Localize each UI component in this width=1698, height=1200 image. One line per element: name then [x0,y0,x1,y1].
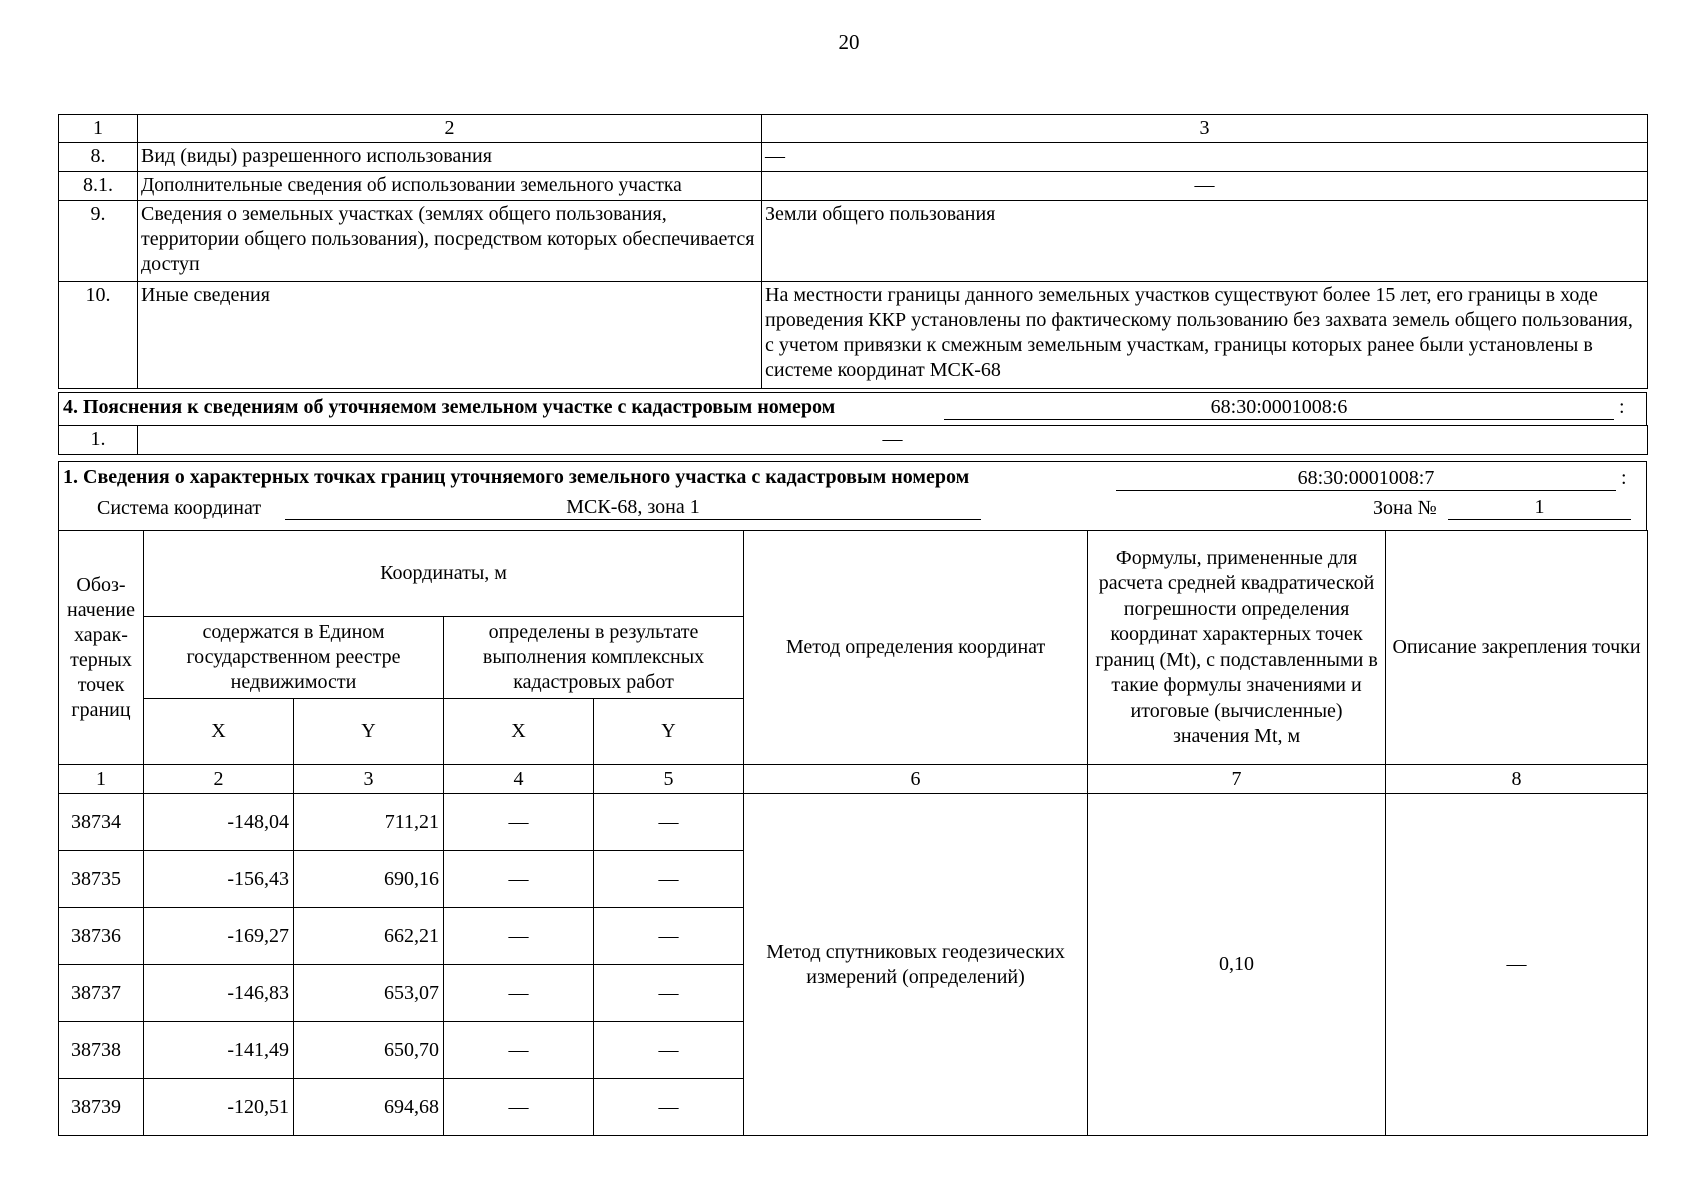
parcel-attributes-table [58,114,1648,389]
egrn-x: -156,43 [144,851,294,908]
egrn-y: 690,16 [294,851,444,908]
section1-header [58,461,1647,531]
row-label: Сведения о земельных участках (землях общего пользования, территории общего пользования), посредством которых обеспечивается доступ [138,201,762,282]
x-header: X [444,699,594,765]
row-value: На местности границы данного земельных участков существуют более 15 лет, его границы в ходе проведения ККР установлены по фактическому пользованию без захвата земель общего пользования, с учетом привязки к смежным земельным участкам, границы которых ранее были установлены в системе координат МСК-68 [762,282,1648,389]
section1-colon: : [1621,467,1627,489]
zone-value: 1 [1448,495,1631,520]
section4-title: 4. Пояснения к сведениям об уточняемом земельном участке с кадастровым номером [63,396,836,418]
row-value: — [138,426,1648,455]
row-number: 8. [59,143,138,172]
kkr-x: — [444,908,594,965]
col-number: 8 [1386,765,1648,794]
row-number: 8.1. [59,172,138,201]
table-row [59,426,1648,455]
col-header-3: 3 [762,115,1648,143]
method-value: Метод спутниковых геодезических измерений (определений) [744,794,1088,1136]
zone-label: Зона № [1373,497,1437,519]
description-header: Описание закрепления точки [1386,531,1648,765]
coordinates-header: Координаты, м [144,531,744,617]
section1-title: 1. Сведения о характерных точках границ уточняемого земельного участка с кадастровым номером [63,466,970,488]
col-number: 5 [594,765,744,794]
section4-colon: : [1619,396,1625,418]
kkr-y: — [594,851,744,908]
y-header: Y [594,699,744,765]
table-row [59,794,1648,851]
egrn-x: -141,49 [144,1022,294,1079]
kkr-x: — [444,1079,594,1136]
egrn-x: -146,83 [144,965,294,1022]
row-label: Вид (виды) разрешенного использования [138,143,762,172]
point-id: 38735 [59,851,144,908]
kkr-x: — [444,794,594,851]
point-id: 38739 [59,1079,144,1136]
col-number: 7 [1088,765,1386,794]
kkr-y: — [594,1079,744,1136]
egrn-y: 653,07 [294,965,444,1022]
col-number: 4 [444,765,594,794]
y-header: Y [294,699,444,765]
kkr-y: — [594,908,744,965]
col-number: 1 [59,765,144,794]
method-header: Метод определения координат [744,531,1088,765]
kkr-x: — [444,965,594,1022]
row-label: Дополнительные сведения об использовании земельного участка [138,172,762,201]
mt-value: 0,10 [1088,794,1386,1136]
row-value: — [762,143,1648,172]
col-number: 3 [294,765,444,794]
row-number: 1. [59,426,138,455]
description-value: — [1386,794,1648,1136]
section4-header [58,392,1647,426]
kkr-x: — [444,851,594,908]
table-row [59,282,1648,389]
row-value: — [762,172,1648,201]
x-header: X [144,699,294,765]
kkr-header: определены в результате выполнения комплексных кадастровых работ [444,617,744,699]
col-number: 6 [744,765,1088,794]
row-value: Земли общего пользования [762,201,1648,282]
coord-system-label: Система координат [97,497,262,519]
column-numbers-row [59,765,1648,794]
kkr-y: — [594,794,744,851]
col-number: 2 [144,765,294,794]
point-id: 38737 [59,965,144,1022]
page-number: 20 [838,30,860,54]
table-row [59,143,1648,172]
section4-cadastral-number: 68:30:0001008:6 [944,395,1614,420]
point-id: 38736 [59,908,144,965]
egrn-x: -148,04 [144,794,294,851]
row-number: 10. [59,282,138,389]
col-header-2: 2 [138,115,762,143]
point-id: 38738 [59,1022,144,1079]
egrn-y: 711,21 [294,794,444,851]
boundary-points-table [58,530,1648,1136]
egrn-y: 694,68 [294,1079,444,1136]
kkr-x: — [444,1022,594,1079]
section1-cadastral-number: 68:30:0001008:7 [1116,466,1616,491]
table-row [59,201,1648,282]
point-id: 38734 [59,794,144,851]
kkr-y: — [594,965,744,1022]
egrn-x: -169,27 [144,908,294,965]
table-header-row [59,115,1648,143]
table-row [59,172,1648,201]
row-label: Иные сведения [138,282,762,389]
header-row-1 [59,531,1648,617]
col-header-1: 1 [59,115,138,143]
section4-table [58,425,1648,455]
formulas-header: Формулы, примененные для расчета средней квадратической погрешности определения координат характерных точек границ (Mt), с подставленными в такие формулы значениями и итоговые (вычисленные) значения Mt, м [1088,531,1386,765]
egrn-y: 662,21 [294,908,444,965]
kkr-y: — [594,1022,744,1079]
egrn-header: содержатся в Едином государственном реестре недвижимости [144,617,444,699]
row-number: 9. [59,201,138,282]
designation-header: Обоз-начение харак-терных точек границ [59,531,144,765]
coord-system-value: МСК-68, зона 1 [285,495,981,520]
egrn-y: 650,70 [294,1022,444,1079]
egrn-x: -120,51 [144,1079,294,1136]
